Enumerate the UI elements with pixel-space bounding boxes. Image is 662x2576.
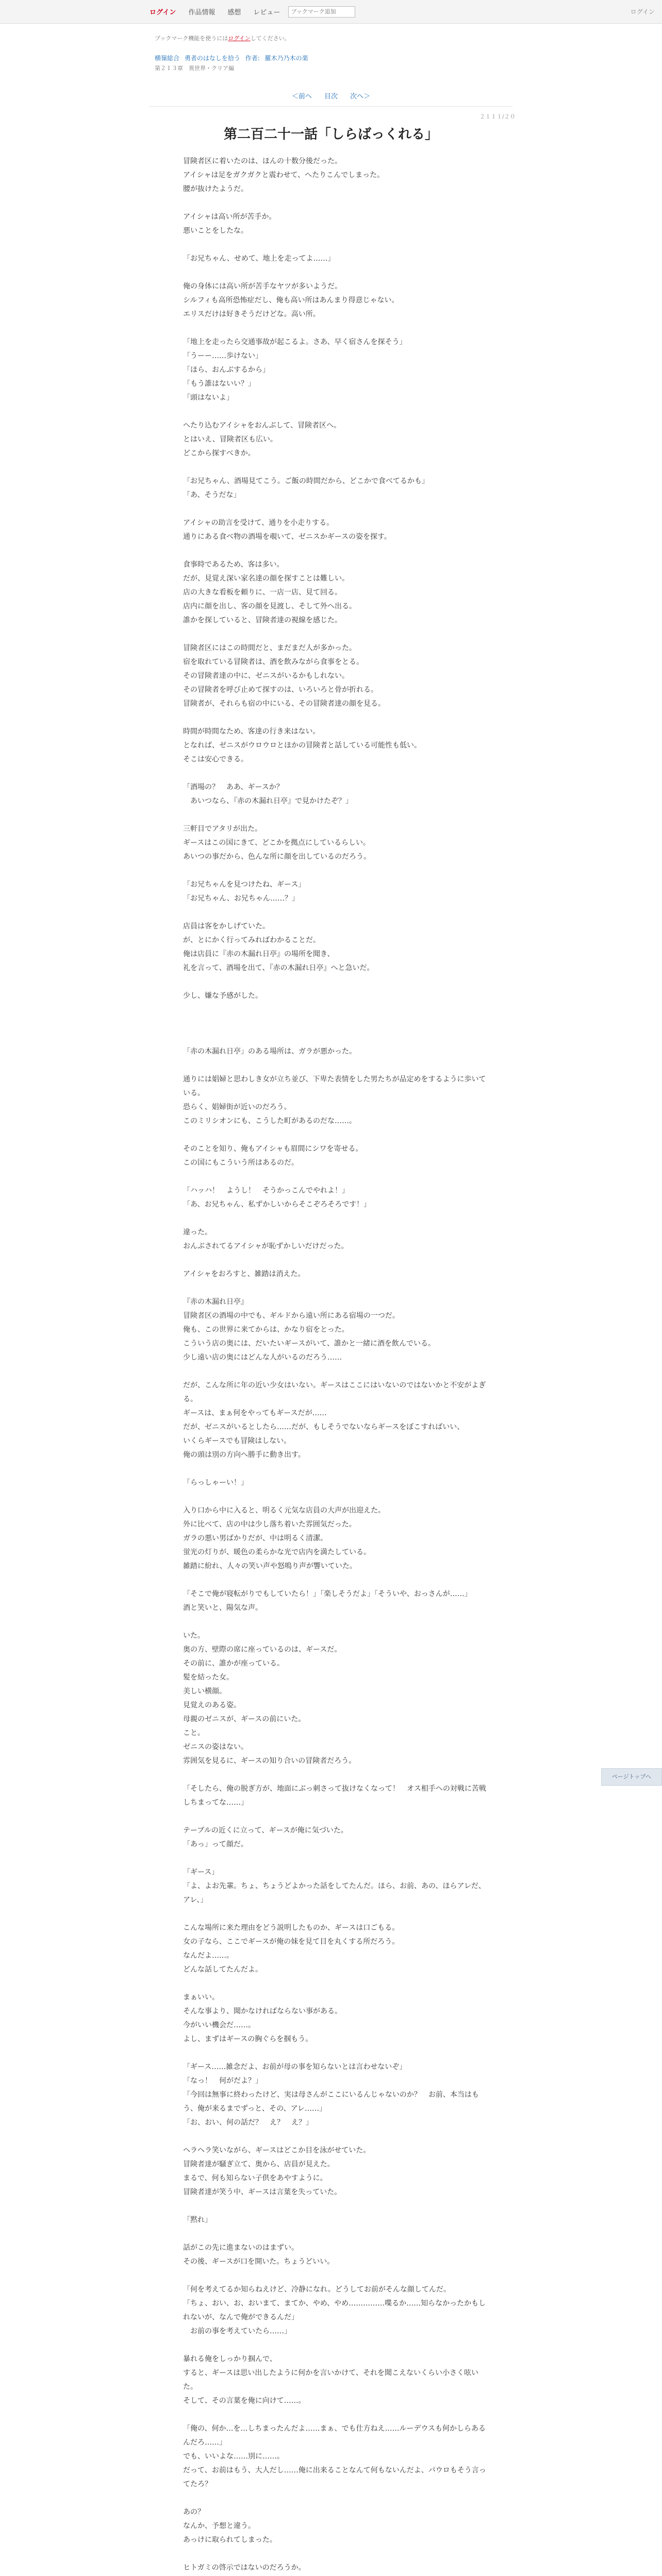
paragraph: 「お兄ちゃんを見つけたね、ギース」 「お兄ちゃん、お兄ちゃん……？」 — [183, 880, 306, 903]
post-date: ２１１１/２０ — [479, 113, 516, 120]
prev-link[interactable]: ＜前へ — [291, 93, 312, 100]
bookmark-input[interactable] — [288, 6, 355, 18]
paragraph: ヘラヘラ笑いながら、ギースはどこか目を泳がせていた。 冒険者達が騒ぎ立て、奥から、店員が見えた。 まるで、何も知らない子供をあやすように。 冒険者達が笑う中、ギースは言葉を失っていた。 — [183, 2146, 371, 2196]
next-link[interactable]: 次へ＞ — [350, 93, 371, 100]
nav-item-work-info[interactable]: 作品情報 — [188, 9, 216, 16]
paragraph: 「ハッハ！ ようし！ そうかっこんでやれよ！」 「あ、お兄ちゃん、私ずかしいからそこぞろそろです！」 — [183, 1187, 371, 1209]
paragraph: 「そしたら、俺の脱ぎ方が、地面にぶっ刺さって抜けなくなって！ オス相手への対戦に苦戦しちまってな……」 — [183, 1785, 486, 1807]
paragraph: 「ギース」 「よ、よお先輩。ちょ、ちょうどよかった話をしてたんだ。ほら、お前、あの、ほらアレだ、アレ、」 — [183, 1868, 486, 1904]
paragraph: 入り口から中に入ると、明るく元気な店員の大声が出迎えた。 外に比べて、店の中は少し落ち着いた雰囲気だった。 ガラの悪い男ばかりだが、中は明るく清潔。 蛍光の灯りが、暖色の柔らかな光で店内を満たしている。 雑踏に紛れ、人々の笑い声や怒鳴り声が響いていた。 — [183, 1506, 385, 1570]
paragraph: こんな場所に来た理由をどう説明したものか、ギースは口ごもる。 女の子なら、ここでギースが俺の妹を見て目を丸くする所だろう。 なんだよ……。 どんな話してたんだよ。 — [183, 1924, 400, 1974]
chapter-body — [183, 155, 492, 2576]
paragraph: 食事時であるため、客は多い。 だが、見覚え深い家名達の顔を探すことは難しい。 店の大きな看板を頼りに、一店一店、見て回る。 店内に顔を出し、客の顔を見渡し、そして外へ出る。 誰かを探していると、冒険者達の視線を感じた。 — [183, 561, 356, 624]
chapter-subline: 第２１３章 異世界・クリア編 — [155, 65, 234, 72]
pager-top — [0, 91, 662, 100]
paragraph: 時間が時間なため、客達の行き来はない。 となれば、ゼニスがウロウロとほかの冒険者と話している可能性も低い。 そこは安心できる。 — [183, 727, 421, 764]
breadcrumb-item: 作者: — [245, 55, 260, 62]
divider — [150, 106, 512, 107]
paragraph: 『赤の木漏れ日亭』 冒険者区の酒場の中でも、ギルドから遠い所にある宿場の一つだ。 俺も、この世界に来てからは、かなり宿をとった。 こういう店の奥には、だいたいギースがいて、誰かと一緒に酒を飲んでいる。 少し遠い店の奥にはどんな人がいるのだろう…… — [183, 1298, 436, 1362]
paragraph: 「赤の木漏れ日亭」のある場所は、ガラが悪かった。 — [183, 1047, 356, 1056]
breadcrumb-item[interactable]: 勇者のはなしを拾う — [184, 55, 240, 62]
note-login-link[interactable]: ログイン — [228, 35, 251, 42]
paragraph: アイシャをおろすと、雑踏は消えた。 — [183, 1270, 305, 1278]
paragraph: ヒトガミの啓示ではないのだろうか。 — [183, 2564, 306, 2572]
paragraph: テーブルの近くに立って、ギースが俺に気づいた。 「あっ」って顔だ。 — [183, 1826, 348, 1849]
paragraph: 「地上を走ったら交通事故が起こるよ。さあ、早く宿さんを探そう」 「うーー……歩けない」 「ほら、おんぶするから」 「もう誰はないい？」 「頭はないよ」 — [183, 338, 407, 402]
paragraph: 「黙れ」 — [183, 2216, 212, 2224]
note-prefix: ブックマーク機能を使うには — [155, 35, 228, 42]
paragraph: 俺の身体には高い所が苦手なヤツが多いようだ。 シルフィも高所恐怖症だし、俺も高い所はあんまり得意じゃない。 エリスだけは好きそうだけどな。高い所。 — [183, 282, 399, 318]
top-right-login[interactable]: ログイン — [630, 8, 655, 15]
paragraph: へたり込むアイシャをおんぶして、冒険者区へ。 とはいえ、冒険者区も広い。 どこから探すべきか。 — [183, 421, 341, 457]
paragraph: 三軒目でアタリが出た。 ギースはこの国にきて、どこかを拠点にしているらしい。 あいつの事だから、色んな所に顔を出しているのだろう。 — [183, 825, 371, 861]
paragraph: 「俺の、何か…を…しちまったんだよ……まぁ、でも仕方ねえ……ルーデウスも何かしらあるんだろ……」 でも、いいよな……別に……。 だって、お前はもう、大人だし……俺に出来ることなんて何もないんだよ、パウロもそう言ってたろ？ — [183, 2425, 486, 2488]
paragraph: 少し、嫌な予感がした。 — [183, 992, 262, 1000]
paragraph: 「らっしゃーい！」 — [183, 1479, 248, 1487]
paragraph: アイシャは高い所が苦手か。 悪いことをしたな。 — [183, 213, 276, 235]
chapter-title: 第二百二十一話「しらばっくれる」 — [223, 127, 438, 142]
bookmark-note — [155, 34, 290, 42]
paragraph: 冒険者区にはこの時間だと、まだまだ人が多かった。 宿を取れている冒険者は、酒を飲みながら食事をとる。 その冒険者達の中に、ゼニスがいるかもしれない。 その冒険者を呼び止めて探すのは、いろいろと骨が折れる。 冒険者が、それらも宿の中にいる、その冒険者達の顔を見る。 — [183, 644, 385, 708]
paragraph: 話がこの先に進まないのはまずい。 その後、ギースが口を開いた。ちょうどいい。 — [183, 2244, 335, 2266]
paragraph: 「酒場の？ ああ、ギースか？ あいつなら、『赤の木漏れ日亭』で見かけたぞ？」 — [183, 783, 353, 805]
breadcrumb — [155, 54, 311, 62]
paragraph: アイシャの助言を受けて、通りを小走りする。 通りにある食べ物の酒場を覗いて、ゼニスかギースの姿を探す。 — [183, 519, 391, 541]
paragraph: 「何を考えてるか知らねえけど、冷静になれ。どうしてお前がそんな顔してんだ。 「ちょ、おい、お、おいまて、まてか、やめ、やめ……………喋るか……知らなかったかもしれないが、なんで俺ができるんだ」 お前の事を考えていたら……」 — [183, 2285, 486, 2335]
nav-item-review[interactable]: レビュー — [253, 9, 280, 16]
breadcrumb-item[interactable]: 横嶺総合 — [155, 55, 180, 62]
nav-item-impressions[interactable]: 感想 — [227, 9, 241, 16]
breadcrumb-item[interactable]: 羅木乃乃木の楽 — [264, 55, 308, 62]
paragraph: 冒険者区に着いたのは、ほんの十数分後だった。 アイシャは足をガクガクと震わせて、へたりこんでしまった。 腰が抜けたようだ。 — [183, 157, 385, 193]
paragraph: 「ギース……雑念だよ、お前が母の事を知らないとは言わせないぞ」 「なっ！ 何がだよ？」 「今回は無事に終わったけど、実は母さんがここにいるんじゃないのか？ お前、本当はもう、俺が来るまでずっと、その、アレ……」 「お、おい、何の話だ？ え？ え？」 — [183, 2063, 479, 2127]
paragraph: だが、こんな所に年の近い少女はいない。ギースはここにはいないのではないかと不安がよぎる。 ギースは、まぁ何をやってもギースだが…… だが、ゼニスがいるとしたら……だが、もしそうでないならギースをぼこすればいい、 いくらギースでも冒険はしない。 俺の頭は別の方向へ勝手に動き出す。 — [183, 1381, 486, 1459]
paragraph: 暴れる俺をしっかり掴んで、 すると、ギースは思い出したように何かを言いかけて、それを聞こえないくらい小さく呟いた。 そして、その言葉を俺に向けて……。 — [183, 2355, 479, 2405]
paragraph: いた。 奥の方、壁際の席に座っているのは、ギースだ。 その前に、誰かが座っている。 髪を結った女。 美しい横顔。 見覚えのある姿。 母親のゼニスが、ギースの前にいた。 こと。 ゼニスの姿はない。 雰囲気を見るに、ギースの知り合いの冒険者だろう。 — [183, 1632, 356, 1765]
paragraph: 「お兄ちゃん、酒場見てこう。ご飯の時間だから、どこかで食べてるかも」 「あ、そうだな」 — [183, 477, 429, 499]
top-navigation-bar — [0, 0, 662, 24]
index-link[interactable]: 目次 — [324, 93, 338, 100]
paragraph: 通りには娼婦と思わしき女が立ち並び、下卑た表情をした男たちが品定めをするように歩いている。 恐らく、娼婦街が近いのだろう。 このミリシオンにも、こうした町があるのだな……。 — [183, 1075, 486, 1125]
paragraph: 「お兄ちゃん、せめて、地上を走ってよ……」 — [183, 255, 335, 263]
paragraph: まぁいい。 そんな事より、聞かなければならない事がある。 今がいい機会だ……。 よし、まずはギースの胸ぐらを掴もう。 — [183, 1993, 342, 2043]
paragraph: あの？ なんか、予想と違う。 あっけに取られてしまった。 — [183, 2508, 277, 2544]
paragraph — [183, 1017, 492, 1031]
page-top-button[interactable]: ページトップへ — [601, 1768, 662, 1786]
note-suffix: してください。 — [250, 35, 290, 42]
login-link[interactable]: ログイン — [150, 9, 176, 16]
paragraph: 違った。 おんぶされてるアイシャが恥ずかしいだけだった。 — [183, 1228, 349, 1250]
paragraph: 「そこで俺が寝転がりでもしていたら！」「楽しそうだよ」「そういや、おっさんが……」 酒と笑いと、陽気な声。 — [183, 1590, 472, 1612]
paragraph: そのことを知り、俺もアイシャも眉間にシワを寄せる。 この国にもこういう所はあるのだ。 — [183, 1145, 363, 1167]
paragraph: 店員は客をかしげていた。 が、とにかく行ってみればわかることだ。 俺は店員に『赤の木漏れ日亭』の場所を聞き、 礼を言って、酒場を出て、『赤の木漏れ日亭』へと急いだ。 — [183, 922, 374, 972]
